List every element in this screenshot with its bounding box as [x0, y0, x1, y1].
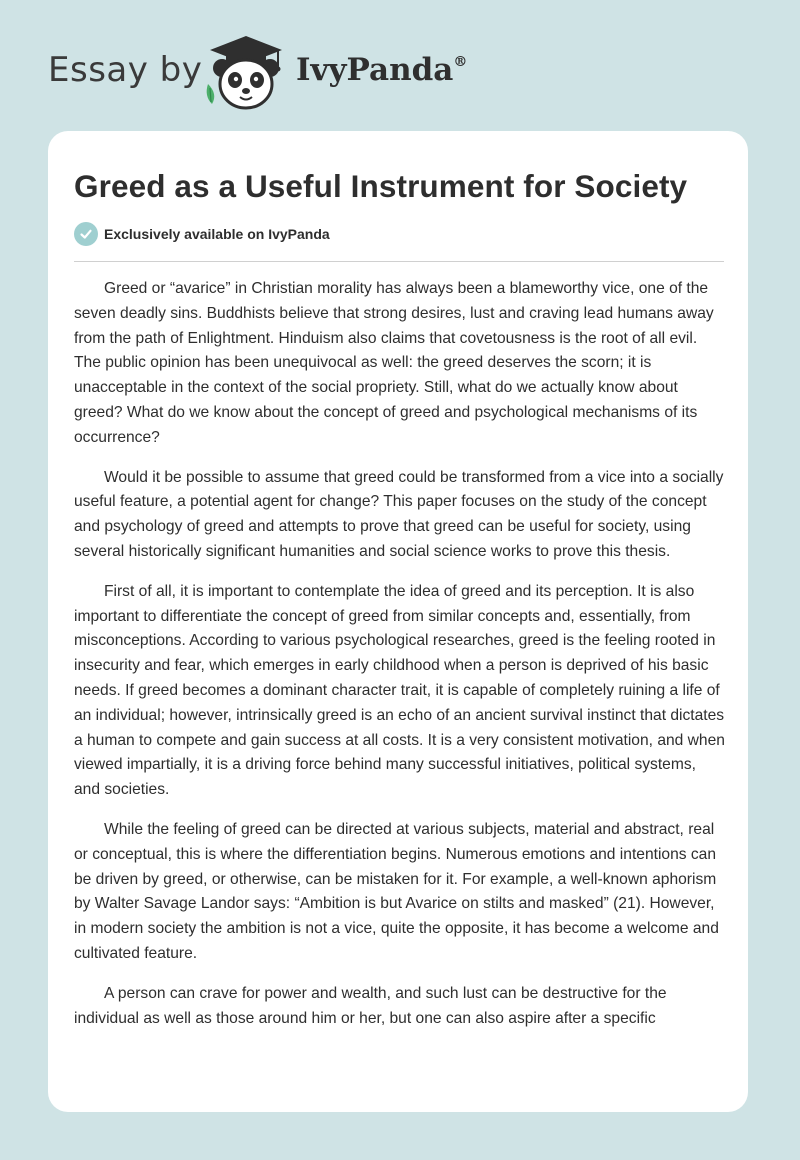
brand-prefix: Essay by [48, 50, 203, 90]
essay-card [48, 131, 748, 1112]
trademark: ® [453, 54, 468, 70]
brand-name [296, 52, 467, 88]
exclusive-badge-label: Exclusively available on IvyPanda [104, 226, 330, 242]
site-header [0, 0, 800, 130]
exclusive-badge [74, 222, 330, 246]
brand-name-text: IvyPanda [296, 52, 454, 88]
paragraph: First of all, it is important to contemplate the idea of greed and its perception. It is also important to differentiate the concept of greed from similar concepts and, essentially, from misconceptions. According to various psychological researches, greed is the feeling rooted in insecurity and fear, which emerges in early childhood when a person is deprived of his basic needs. If greed becomes a dominant character trait, it is capable of completely ruining a life of an individual; however, intrinsically greed is an echo of an ancient survival instinct that dictates a human to compete and gain success at all costs. It is a very consistent motivation, and when viewed impartially, it is a driving force behind many successful initiatives, political systems, and societies. [74, 582, 725, 799]
page-title: Greed as a Useful Instrument for Society [74, 168, 688, 204]
panda-graduate-logo-icon[interactable] [200, 32, 292, 112]
divider [74, 261, 724, 262]
checkmark-icon [74, 222, 98, 246]
essay-body [74, 277, 726, 1046]
paragraph: While the feeling of greed can be directed at various subjects, material and abstract, real or conceptual, this is where the differentiation begins. Numerous emotions and intentions can be driven by greed, or otherwise, can be mistaken for it. For example, a well-known aphorism by Walter Savage Landor says: “Ambition is but Avarice on stilts and masked” (21). However, in modern society the ambition is not a vice, quite the opposite, it has become a welcome and cultivated feature. [74, 820, 719, 962]
paragraph: Greed or “avarice” in Christian morality has always been a blameworthy vice, one of the seven deadly sins. Buddhists believe that strong desires, lust and craving lead humans away from the path of Enlightment. Hinduism also claims that covetousness is the root of all evil. The public opinion has been unequivocal as well: the greed deserves the scorn; it is unacceptable in the context of the social propriety. Still, what do we actually know about greed? What do we know about the concept of greed and psychological mechanisms of its occurrence? [74, 280, 714, 446]
paragraph: A person can crave for power and wealth, and such lust can be destructive for the individual as well as those around him or her, but one can also aspire after a specific [74, 984, 667, 1027]
paragraph: Would it be possible to assume that greed could be transformed from a vice into a socially useful feature, a potential agent for change? This paper focuses on the study of the concept and psychology of greed and attempts to prove that greed can be useful for society, using several historically significant humanities and social science works to prove this thesis. [74, 468, 724, 560]
